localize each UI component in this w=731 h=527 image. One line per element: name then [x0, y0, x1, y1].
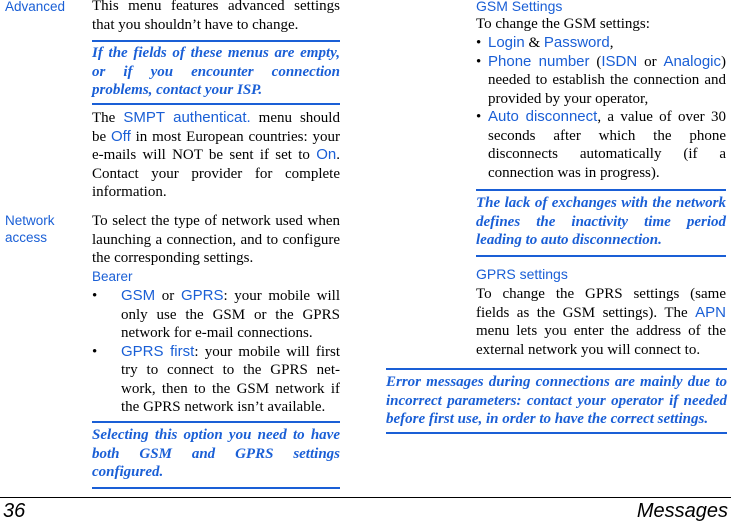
phone-number-term: Phone number — [488, 52, 590, 70]
on-term: On — [316, 146, 337, 163]
footer-rule — [0, 497, 731, 498]
smpt-authenticat-term: SMPT authenticat. — [123, 109, 251, 126]
network-access-description: To select the type of network used when launching a connection, and to configure the corresponding settings. — [92, 213, 340, 266]
login-term: Login — [488, 34, 525, 51]
section-title: Messages — [636, 500, 728, 522]
divider — [92, 40, 340, 42]
bearer-item-gprs-first: • GPRS first: your mobile will first try to connect to the GPRS net-work, then to the GSM network if the GPRS network isn’t available. — [92, 342, 340, 415]
bearer-heading: Bearer — [92, 269, 133, 284]
gsm-settings-list — [476, 34, 726, 182]
page-number: 36 — [3, 500, 26, 522]
bearer-list — [92, 287, 340, 417]
apn-term: APN — [695, 303, 726, 321]
note-inactivity: The lack of exchanges with the network defines the inactivity time period leading to auto disconnection. — [476, 195, 726, 248]
gsm-item-auto-disconnect: • Auto disconnect, a value of over 30 seconds after which the phone disconnects automatically (if a connection was in progress). — [476, 108, 726, 181]
divider — [476, 189, 726, 191]
divider — [92, 103, 340, 105]
side-label-advanced: Advanced — [5, 0, 66, 14]
gprs-settings-heading: GPRS settings — [476, 266, 568, 282]
off-term: Off — [111, 127, 131, 145]
gprs-description: To change the GPRS settings (same fields as the GSM settings). The APN menu lets you enter the address of the external network you will connect to. — [476, 286, 726, 358]
smpt-paragraph: The SMPT authenticat. menu should be Off in most European countries: your e-mails will NOT be sent if set to On. Contact your provider for complete information. — [92, 109, 340, 200]
note-empty-fields: If the fields of these menus are empty, or if you encounter connection problems, contact your ISP. — [92, 45, 340, 98]
note-bearer-settings: Selecting this option you need to have both GSM and GPRS settings configured. — [92, 427, 340, 480]
gprs-first-term: GPRS first — [121, 342, 195, 360]
side-label-network-access: Network access — [5, 213, 55, 245]
divider — [386, 368, 727, 370]
advanced-description: This menu features advanced settings that you shouldn’t have to change. — [92, 0, 340, 33]
gsm-intro: To change the GSM settings: — [476, 16, 650, 32]
bearer-item-gsm-gprs: • GSM or GPRS: your mobile will only use the GSM or the GPRS network for e-mail connections. — [92, 287, 340, 341]
isdn-term: ISDN — [601, 52, 638, 70]
divider — [92, 487, 340, 489]
gsm-item-phone-number: • Phone number (ISDN or Analogic) needed to establish the connection and provided by your operator, — [476, 52, 726, 107]
gsm-settings-heading: GSM Settings — [476, 0, 563, 14]
analogic-term: Analogic — [663, 52, 721, 70]
divider — [476, 255, 726, 257]
divider — [386, 432, 727, 434]
password-term: Password — [543, 34, 610, 51]
note-error-messages: Error messages during connections are mainly due to incorrect parameters: contact your operator if needed before first use, in order to have the correct settings. — [386, 374, 727, 427]
gprs-term: GPRS — [180, 287, 224, 304]
gsm-term: GSM — [121, 287, 156, 304]
auto-disconnect-term: Auto disconnect — [488, 108, 598, 125]
divider — [92, 421, 340, 423]
gsm-item-login: • Login & Password, — [476, 34, 614, 51]
